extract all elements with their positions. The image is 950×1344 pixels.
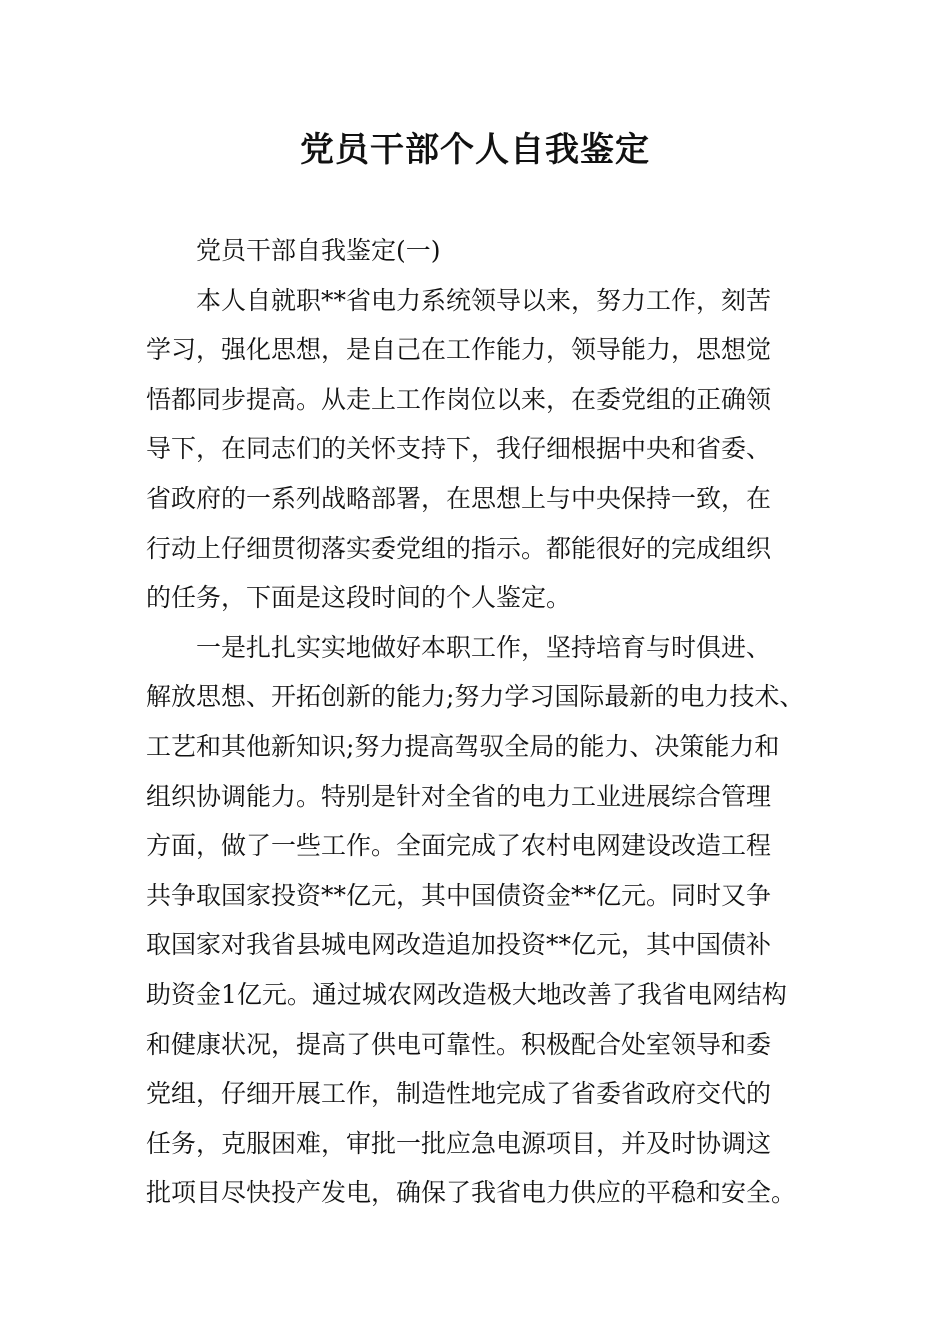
paragraph-line: 工艺和其他新知识;努力提高驾驭全局的能力、决策能力和 bbox=[146, 731, 780, 761]
paragraph-line: 省政府的一系列战略部署，在思想上与中央保持一致，在 bbox=[146, 483, 772, 513]
document-body bbox=[146, 226, 814, 1218]
paragraph-line: 本人自就职**省电力系统领导以来，努力工作，刻苦 bbox=[196, 285, 772, 315]
paragraph-line: 取国家对我省县城电网改造追加投资**亿元，其中国债补 bbox=[146, 930, 772, 960]
paragraph-line: 批项目尽快投产发电，确保了我省电力供应的平稳和安全。 bbox=[146, 1178, 797, 1208]
paragraph-line: 方面，做了一些工作。全面完成了农村电网建设改造工程 bbox=[146, 831, 772, 861]
paragraph-line: 一是扎扎实实地做好本职工作，坚持培育与时俱进、 bbox=[196, 632, 772, 662]
paragraph-line: 组织协调能力。特别是针对全省的电力工业进展综合管理 bbox=[146, 781, 772, 811]
paragraph-line: 学习，强化思想，是自己在工作能力，领导能力，思想觉 bbox=[146, 335, 772, 365]
paragraph-line: 的任务，下面是这段时间的个人鉴定。 bbox=[146, 583, 572, 613]
document-title: 党员干部个人自我鉴定 bbox=[300, 130, 650, 170]
paragraph-line: 和健康状况，提高了供电可靠性。积极配合处室领导和委 bbox=[146, 1029, 772, 1059]
paragraph-line: 行动上仔细贯彻落实委党组的指示。都能很好的完成组织 bbox=[146, 533, 772, 563]
paragraph-line: 共争取国家投资**亿元，其中国债资金**亿元。同时又争 bbox=[146, 880, 772, 910]
paragraph-line: 任务，克服困难，审批一批应急电源项目，并及时协调这 bbox=[146, 1128, 772, 1158]
paragraph-2 bbox=[146, 623, 814, 1218]
document-subtitle: 党员干部自我鉴定(一) bbox=[196, 236, 441, 265]
paragraph-line: 助资金1亿元。通过城农网改造极大地改善了我省电网结构 bbox=[146, 979, 787, 1009]
paragraph-line: 解放思想、开拓创新的能力;努力学习国际最新的电力技术、 bbox=[146, 682, 805, 712]
paragraph-line: 悟都同步提高。从走上工作岗位以来，在委党组的正确领 bbox=[146, 384, 772, 414]
paragraph-line: 党组，仔细开展工作，制造性地完成了省委省政府交代的 bbox=[146, 1079, 772, 1109]
paragraph-line: 导下，在同志们的关怀支持下，我仔细根据中央和省委、 bbox=[146, 434, 772, 464]
paragraph-1 bbox=[146, 276, 814, 623]
